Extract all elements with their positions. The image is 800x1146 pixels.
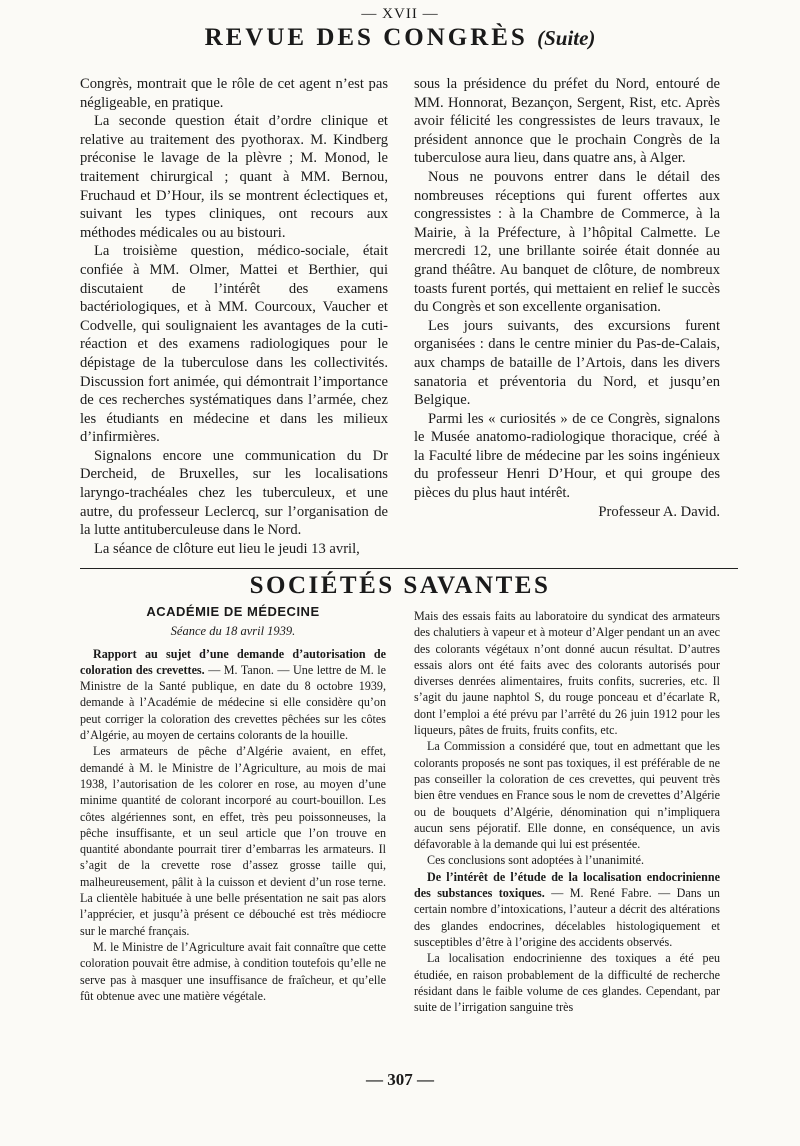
- paragraph: M. le Ministre de l’Agriculture avait fait connaître que cette coloration pouvait être admise, à condition toutefois qu’elle ne serve pas à masquer une insuffisance de fraîcheur, et qu’elle fût obtenue avec une matière végétale.: [80, 939, 386, 1003]
- academy-right-column: [414, 608, 720, 1015]
- paragraph: Mais des essais faits au laboratoire du syndicat des armateurs des chalutiers à vapeur et à moteur d’Alger pendant un an avec des colorants végétaux n’ont donné aucun résultat. D’autres essais alors ont été faits avec des colorants autorisés pour diverses denrées alimentaires, fruits confits, sucreries, etc. Il s’agit du jaune naphtol S, du rouge ponceau et d’écarlate R, dont l’emploi a été prévu par l’arrêté du 26 juin 1912 pour les liqueurs, pâtes de fruits, fruits confits, etc.: [414, 609, 720, 738]
- page-number: — 307 —: [366, 1070, 434, 1089]
- paragraph: Dans un certain nombre d’intoxications, l’auteur a décrit des altérations des glandes endocrines, décelables histologiquement et susceptibles d’être à l’origine des accidents observés.: [414, 886, 720, 949]
- congress-left-column: [80, 75, 388, 558]
- academy-left-column: [80, 604, 386, 1004]
- paragraph: Nous ne pouvons entrer dans le détail des nombreuses réceptions qui furent offertes aux congressistes : à la Chambre de Commerce, à la Mairie, à la Préfecture, à l’hôpital Calmette. Le mercredi 12, une brillante soirée était donnée au grand théâtre. Au banquet de clôture, de nombreux toasts furent portés, qui mettaient en relief le succès du Congrès et son excellente organisation.: [414, 168, 720, 316]
- report-2-intro: [414, 869, 720, 950]
- running-title-text: REVUE DES CONGRÈS: [204, 24, 528, 51]
- section-divider: [80, 568, 738, 569]
- congress-right-column: [414, 75, 720, 521]
- paragraph: Les armateurs de pêche d’Algérie avaient, en effet, demandé à M. le Ministre de l’Agriculture, au mois de mai 1938, l’autorisation de les colorer en rose, au moyen d’une minime quantité de colorant incorporé au court-bouillon. Les côtes algériennes sont, en effet, très peu poissonneuses, la pêche insuffisante, et un seul article que l’on trouve en quantité abondante pourrait tirer d’embarras les armateurs. Il s’agit de la crevette rose d’assez grosse taille qui, malheureusement, pâlit à la cuisson et devient d’un rose terne. La clientèle habituée à une belle présentation ne sait pas alors l’apprécier, et jusqu’à présent ce débouché est très médiocre sur le marché français.: [80, 744, 386, 938]
- report-1-author: — M. Tanon. —: [208, 662, 290, 677]
- paragraph: La troisième question, médico-sociale, était confiée à MM. Olmer, Mattei et Berthier, qui discutaient de l’intérêt des examens bactériologiques, et à MM. Courcoux, Vaucher et Codvelle, qui soulignaient les avantages de la cuti-réaction et des examens radiologiques pour le dépistage de la tuberculose dans les collectivités. Discussion fort animée, qui démontrait l’importance de ces recherches systématiques dans l’armée, chez les étudiants en médecine et dans les milieux d’infirmières.: [80, 243, 388, 446]
- paragraph: La seconde question était d’ordre clinique et relative au traitement des pyothorax. M. Kindberg préconise le lavage de la plèvre ; M. Monod, le traitement chirurgical ; quant à MM. Bernou, Fruchaud et D’Hour, ils se montrent éclectiques et, suivant les types cliniques, ont recours aux méthodes médicales ou au bistouri.: [80, 113, 388, 241]
- paragraph: Ces conclusions sont adoptées à l’unanimité.: [427, 853, 644, 868]
- session-date: Séance du 18 avril 1939.: [170, 624, 296, 639]
- paragraph: Congrès, montrait que le rôle de cet agent n’est pas négligeable, en pratique.: [80, 76, 388, 111]
- paragraph: Signalons encore une communication du Dr Dercheid, de Bruxelles, sur les localisations laryngo-trachéales chez les tuberculeux, et une autre, du professeur Leclercq, sur l’organisation de la lutte antituberculeuse dans le Nord.: [80, 447, 388, 539]
- running-title-suffix: (Suite): [537, 26, 596, 50]
- author-signature: Professeur A. David.: [598, 503, 720, 520]
- paragraph: Une lettre de M. le Ministre de la Santé publique, en date du 8 octobre 1939, demande à l’Académie de médecine si elle considère qu’on peut corriger la coloration des crevettes pêchées sur les côtes d’Algérie, au moyen de certains colorants de la houille.: [80, 662, 386, 743]
- paragraph: La Commission a considéré que, tout en admettant que les colorants proposés ne sont pas toxiques, il est préférable de ne pas conseiller la coloration de ces crevettes, qui peuvent très bien être vendues en France sous le nom de crevettes d’Algérie ou de bouquets d’Algérie, dénomination qui n’impliquera aucun sens péjoratif. Elle donne, en conséquence, un avis défavorable à la demande qui lui est présentée.: [414, 739, 720, 852]
- report-1-intro: [80, 646, 386, 744]
- academy-heading: ACADÉMIE DE MÉDECINE: [146, 604, 320, 619]
- running-title: [0, 24, 800, 52]
- section-title: SOCIÉTÉS SAVANTES: [249, 572, 551, 599]
- paragraph: La séance de clôture eut lieu le jeudi 13 avril,: [94, 540, 360, 557]
- report-2-title: De l’intérêt de l’étude de la localisation endocrinienne des substances toxiques.: [414, 869, 720, 901]
- paragraph: Parmi les « curiosités » de ce Congrès, signalons le Musée anatomo-radiologique thoracique, créé à la Faculté libre de médecine par les soins ingénieux du professeur Henri D’Hour, et qui groupe des pièces du plus haut intérêt.: [414, 410, 720, 502]
- page-roman-numeral: — XVII —: [361, 6, 439, 22]
- report-1-title: Rapport au sujet d’une demande d’autorisation de coloration des crevettes.: [80, 646, 386, 677]
- paragraph: sous la présidence du préfet du Nord, entouré de MM. Honnorat, Bezançon, Sergent, Rist, etc. Après avoir félicité les congressistes de leurs travaux, le président annonce que le prochain Congrès de la tuberculose aura lieu, dans quatre ans, à Alger.: [414, 76, 720, 167]
- report-2-author: — M. René Fabre. —: [551, 886, 671, 901]
- paragraph: Les jours suivants, des excursions furent organisées : dans le centre minier du Pas-de-Calais, aux champs de bataille de l’Artois, dans les divers sanatoria et préventoria du Nord, et jusqu’en Belgique.: [414, 317, 720, 409]
- paragraph: La localisation endocrinienne des toxiques a été peu étudiée, en raison probablement de la difficulté de recherche résidant dans le faible volume de ces glandes. Cependant, par suite de l’irrigation sanguine très: [414, 951, 720, 1015]
